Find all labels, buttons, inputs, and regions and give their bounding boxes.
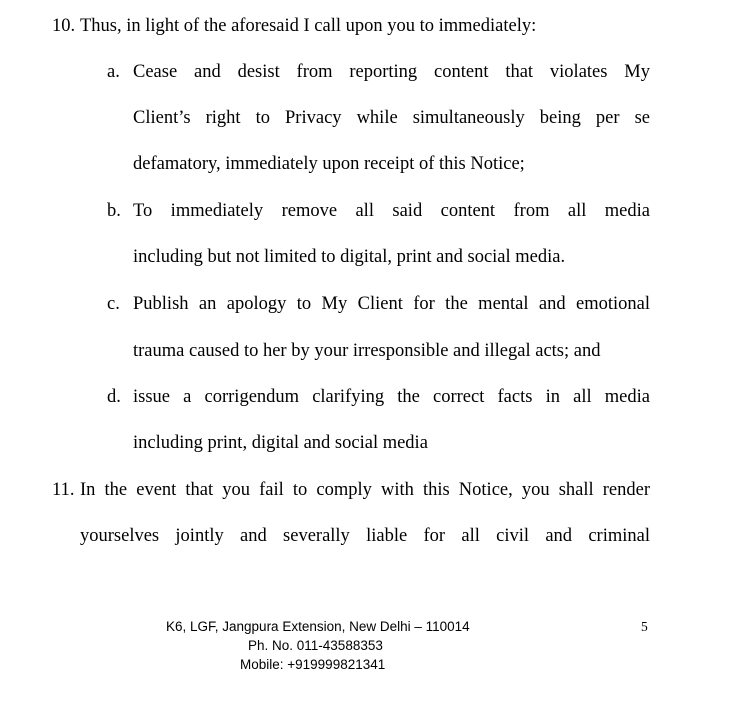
item-d-line-1: issue a corrigendum clarifying the correct facts in all media <box>133 387 650 407</box>
item-a-line-2: Client’s right to Privacy while simultaneously being per se <box>133 108 650 128</box>
para-10-lead: Thus, in light of the aforesaid I call upon you to immediately: <box>80 16 537 36</box>
item-a-line-1: Cease and desist from reporting content that violates My <box>133 62 650 82</box>
item-c-line-2: trauma caused to her by your irresponsible and illegal acts; and <box>133 341 601 361</box>
item-d-line-2: including print, digital and social media <box>133 433 428 453</box>
footer-mobile: Mobile: +919999821341 <box>240 657 386 672</box>
item-c-line-1: Publish an apology to My Client for the mental and emotional <box>133 294 650 314</box>
para-10-number: 10. <box>52 16 76 36</box>
page-number: 5 <box>641 619 648 634</box>
item-b-marker: b. <box>107 201 121 221</box>
footer-phone: Ph. No. 011-43588353 <box>248 638 383 653</box>
para-11-line-2: yourselves jointly and severally liable for all civil and criminal <box>80 526 650 546</box>
footer-address: K6, LGF, Jangpura Extension, New Delhi – 110014 <box>166 619 470 634</box>
item-b-line-2: including but not limited to digital, print and social media. <box>133 247 566 267</box>
item-d-marker: d. <box>107 387 121 407</box>
item-c-marker: c. <box>107 294 120 314</box>
item-a-line-3: defamatory, immediately upon receipt of this Notice; <box>133 154 525 174</box>
item-b-line-1: To immediately remove all said content from all media <box>133 201 650 221</box>
item-a-marker: a. <box>107 62 120 82</box>
para-11-number: 11. <box>52 480 75 500</box>
para-11-line-1: In the event that you fail to comply with this Notice, you shall render <box>80 480 650 500</box>
